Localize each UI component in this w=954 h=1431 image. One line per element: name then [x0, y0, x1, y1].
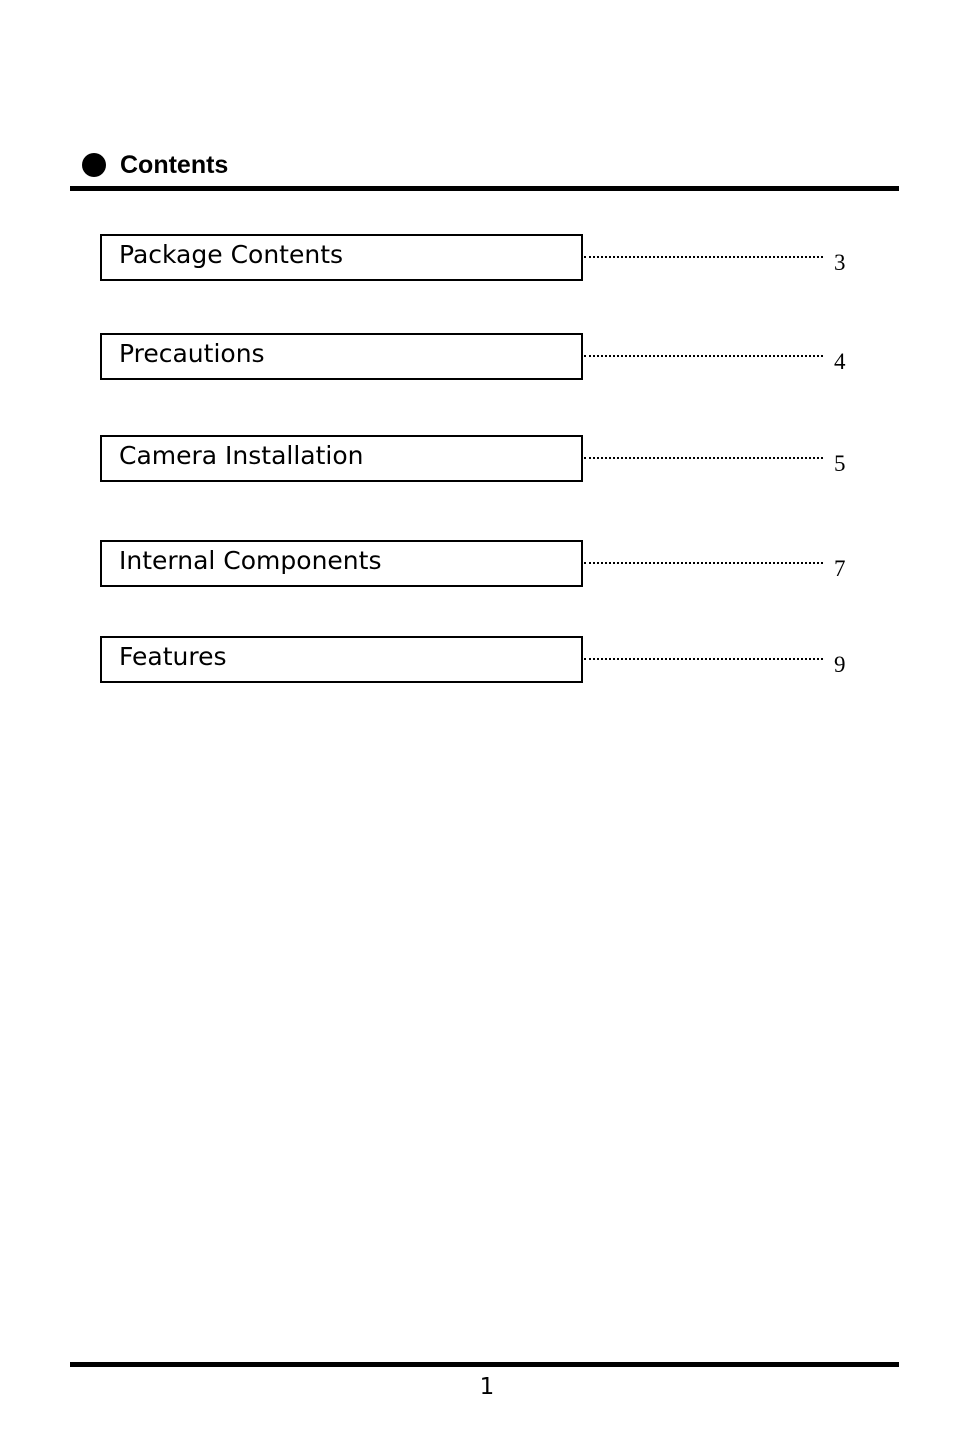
toc-entry-package-contents[interactable] — [100, 234, 860, 281]
bottom-rule — [70, 1362, 899, 1367]
toc-entry-label: Features — [119, 642, 227, 671]
toc-entry-precautions[interactable] — [100, 333, 860, 380]
filled-circle-bullet-icon — [82, 153, 106, 177]
toc-entry-internal-components[interactable] — [100, 540, 860, 587]
toc-entry-label: Package Contents — [119, 240, 344, 269]
contents-heading — [82, 150, 228, 180]
dotted-leader — [584, 355, 823, 357]
toc-entry-page-number: 4 — [834, 349, 846, 374]
toc-entry-label: Internal Components — [119, 546, 382, 575]
toc-entry-page-number: 3 — [834, 250, 846, 275]
toc-entry-camera-installation[interactable] — [100, 435, 860, 482]
toc-entry-page-number: 7 — [834, 556, 846, 581]
dotted-leader — [584, 562, 823, 564]
toc-entry-label: Precautions — [119, 339, 265, 368]
dotted-leader — [584, 256, 823, 258]
toc-entry-features[interactable] — [100, 636, 860, 683]
dotted-leader — [584, 457, 823, 459]
toc-entry-page-number: 9 — [834, 652, 846, 677]
contents-title: Contents — [120, 151, 229, 179]
toc-entry-label: Camera Installation — [119, 441, 364, 470]
top-rule — [70, 186, 899, 191]
page-number: 1 — [479, 1374, 495, 1400]
dotted-leader — [584, 658, 823, 660]
toc-entry-page-number: 5 — [834, 451, 846, 476]
